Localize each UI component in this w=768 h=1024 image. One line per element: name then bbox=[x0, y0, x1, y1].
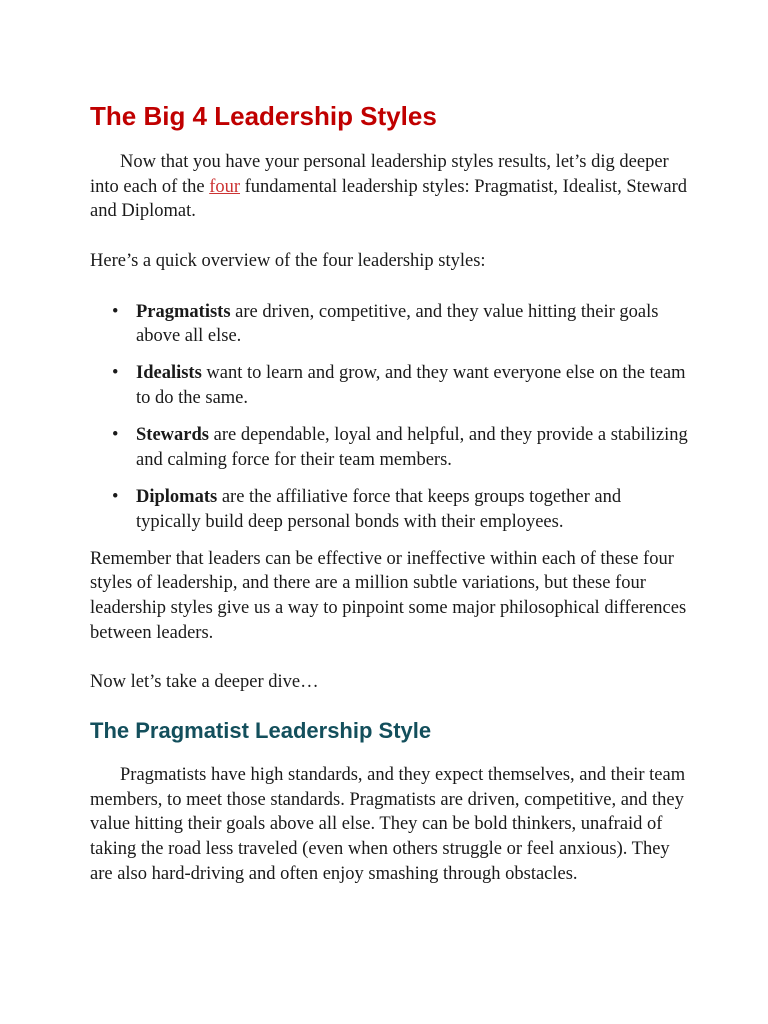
overview-paragraph: Here’s a quick overview of the four leadership styles: bbox=[90, 250, 486, 271]
deeper-dive-paragraph: Now let’s take a deeper dive… bbox=[90, 672, 319, 693]
intro-text-after-link: fundamental leadership styles: Pragmatist, Idealist, Steward and Diplomat. bbox=[90, 176, 687, 222]
list-item-diplomats bbox=[90, 485, 690, 534]
list-item-stewards bbox=[90, 423, 690, 472]
bullet-icon: • bbox=[112, 425, 119, 446]
desc-idealists: want to learn and grow, and they want everyone else on the team to do the same. bbox=[136, 363, 686, 409]
desc-stewards: are dependable, loyal and helpful, and they provide a stabilizing and calming force for their team members. bbox=[136, 425, 688, 471]
term-idealists: Idealists bbox=[136, 363, 202, 384]
bullet-icon: • bbox=[112, 363, 119, 384]
term-diplomats: Diplomats bbox=[136, 487, 218, 508]
list-item-idealists bbox=[90, 361, 690, 410]
bullet-icon: • bbox=[112, 301, 119, 322]
list-item-pragmatists bbox=[90, 300, 690, 349]
desc-pragmatists: are driven, competitive, and they value hitting their goals above all else. bbox=[136, 301, 659, 347]
page-title: The Big 4 Leadership Styles bbox=[90, 101, 437, 131]
bullet-icon: • bbox=[112, 487, 119, 508]
pragmatist-section-body: Pragmatists have high standards, and they expect themselves, and their team members, to meet those standards. Pragmatists are driven, competitive, and they value hitting their goals above all else. They can be bold thinkers, unafraid of taking the road less traveled (even when others struggle or feel anxious). They are also hard-driving and often enjoy smashing through obstacles. bbox=[90, 764, 686, 884]
remember-paragraph: Remember that leaders can be effective or ineffective within each of these four styles of leadership, and there are a million subtle variations, but these four leadership styles give us a way to pinpoint some major philosophical differences between leaders. bbox=[90, 548, 687, 643]
desc-diplomats: are the affiliative force that keeps groups together and typically build deep personal bonds with their employees. bbox=[136, 487, 622, 532]
document-page bbox=[90, 96, 690, 886]
leadership-styles-list bbox=[90, 300, 690, 535]
pragmatist-section-heading: The Pragmatist Leadership Style bbox=[90, 717, 432, 743]
term-pragmatists: Pragmatists bbox=[136, 301, 231, 322]
four-link[interactable]: four bbox=[209, 176, 241, 197]
term-stewards: Stewards bbox=[136, 425, 209, 446]
intro-paragraph bbox=[90, 150, 690, 224]
intro-text-before-link: Now that you have your personal leadership styles results, let’s dig deeper into each of the bbox=[90, 152, 669, 197]
